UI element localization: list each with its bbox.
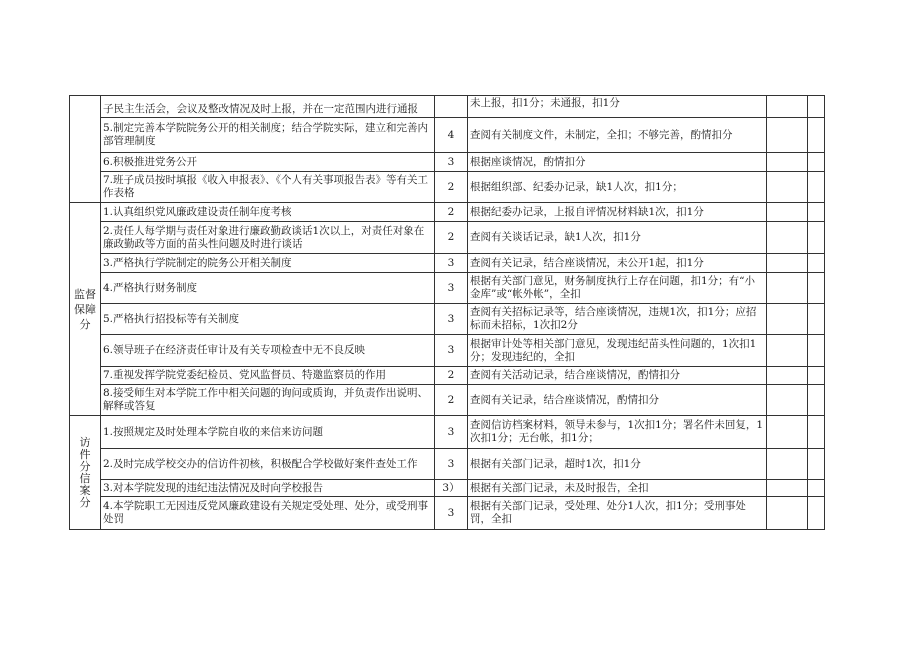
blank-cell [808, 449, 825, 480]
item-cell: 7.重视发挥学院党委纪检员、党风监督员、特邀监察员的作用 [101, 367, 435, 385]
blank-cell [767, 385, 808, 416]
blank-cell [767, 416, 808, 449]
score-cell: 3 [435, 304, 468, 335]
score-cell: 3） [435, 480, 468, 497]
blank-cell [767, 335, 808, 367]
table-row [70, 118, 825, 153]
score-cell [435, 96, 468, 118]
table-row [70, 385, 825, 416]
criteria-cell: 根据有关部门记录，超时1次，扣1分 [468, 449, 767, 480]
score-cell: 3 [435, 153, 468, 172]
category-cell-vertical [70, 416, 101, 530]
score-cell: 2 [435, 172, 468, 203]
blank-cell [808, 222, 825, 254]
table-row [70, 335, 825, 367]
table-row [70, 480, 825, 497]
table-row [70, 304, 825, 335]
table-row [70, 222, 825, 254]
blank-cell [808, 335, 825, 367]
blank-cell [767, 273, 808, 304]
criteria-cell: 根据纪委办记录，上报自评情况材料缺1次，扣1分 [468, 203, 767, 222]
blank-cell [767, 96, 808, 118]
item-cell: 6.积极推进党务公开 [101, 153, 435, 172]
blank-cell [808, 497, 825, 530]
blank-cell [808, 385, 825, 416]
blank-cell [808, 273, 825, 304]
table-row [70, 416, 825, 449]
criteria-cell: 查阅有关活动记录，结合座谈情况，酌情扣分 [468, 367, 767, 385]
blank-cell [767, 449, 808, 480]
score-cell: 3 [435, 497, 468, 530]
category-vertical-text: 访件分信案分 [79, 435, 91, 509]
item-cell: 1.认真组织党风廉政建设责任制年度考核 [101, 203, 435, 222]
item-cell: 6.领导班子在经济责任审计及有关专项检查中无不良反映 [101, 335, 435, 367]
table-row [70, 367, 825, 385]
item-cell: 8.接受师生对本学院工作中相关问题的询问或质询，并负责作出说明、解释或答复 [101, 385, 435, 416]
table-row [70, 203, 825, 222]
criteria-cell: 查阅有关制度文件，未制定，全扣；不够完善，酌情扣分 [468, 118, 767, 153]
score-cell: 2 [435, 385, 468, 416]
item-cell: 子民主生活会，会议及整改情况及时上报，并在一定范围内进行通报 [101, 96, 435, 118]
criteria-cell: 根据组织部、纪委办记录，缺1人次，扣1分； [468, 172, 767, 203]
score-cell: 3 [435, 273, 468, 304]
score-cell: 2 [435, 222, 468, 254]
blank-cell [808, 304, 825, 335]
criteria-cell: 根据座谈情况，酌情扣分 [468, 153, 767, 172]
item-cell: 4.严格执行财务制度 [101, 273, 435, 304]
criteria-cell: 查阅有关记录，结合座谈情况，未公开1起，扣1分 [468, 254, 767, 273]
score-cell: 3 [435, 254, 468, 273]
table-row [70, 254, 825, 273]
blank-cell [808, 480, 825, 497]
criteria-cell: 查阅信访档案材料，领导未参与，1次扣1分；署名件未回复，1次扣1分；无台帐，扣1分； [468, 416, 767, 449]
table-row [70, 497, 825, 530]
category-cell: 监督保障分 [70, 203, 101, 416]
evaluation-table [69, 95, 825, 530]
score-cell: 3 [435, 335, 468, 367]
table-row [70, 96, 825, 118]
blank-cell [808, 203, 825, 222]
item-cell: 2.责任人每学期与责任对象进行廉政勤政谈话1次以上，对责任对象在廉政勤政等方面的苗头性问题及时进行谈话 [101, 222, 435, 254]
blank-cell [808, 153, 825, 172]
score-cell: 2 [435, 203, 468, 222]
blank-cell [767, 367, 808, 385]
score-cell: 3 [435, 416, 468, 449]
table-row [70, 172, 825, 203]
blank-cell [767, 222, 808, 254]
criteria-cell: 根据有关部门意见，财务制度执行上存在问题，扣1分；有“小金库”或“帐外帐”，全扣 [468, 273, 767, 304]
blank-cell [808, 254, 825, 273]
blank-cell [808, 118, 825, 153]
criteria-cell: 根据审计处等相关部门意见，发现违纪苗头性问题的，1次扣1分；发现违纪的，全扣 [468, 335, 767, 367]
score-cell: 4 [435, 118, 468, 153]
item-cell: 3.对本学院发现的违纪违法情况及时向学校报告 [101, 480, 435, 497]
blank-cell [767, 497, 808, 530]
blank-cell [767, 480, 808, 497]
item-cell: 5.制定完善本学院院务公开的相关制度；结合学院实际，建立和完善内部管理制度 [101, 118, 435, 153]
criteria-cell: 查阅有关谈话记录，缺1人次，扣1分 [468, 222, 767, 254]
item-cell: 2.及时完成学校交办的信访件初核，积极配合学校做好案件查处工作 [101, 449, 435, 480]
table-row [70, 273, 825, 304]
criteria-cell: 查阅有关记录，结合座谈情况，酌情扣分 [468, 385, 767, 416]
criteria-cell: 根据有关部门记录，未及时报告，全扣 [468, 480, 767, 497]
score-cell: 2 [435, 367, 468, 385]
score-cell: 3 [435, 449, 468, 480]
blank-cell [767, 304, 808, 335]
item-cell: 7.班子成员按时填报《收入申报表》、《个人有关事项报告表》等有关工作表格 [101, 172, 435, 203]
blank-cell [808, 416, 825, 449]
item-cell: 1.按照规定及时处理本学院自收的来信来访问题 [101, 416, 435, 449]
blank-cell [808, 96, 825, 118]
criteria-cell: 查阅有关招标记录等，结合座谈情况，违规1次，扣1分；应招标而未招标，1次扣2分 [468, 304, 767, 335]
blank-cell [808, 367, 825, 385]
blank-cell [767, 153, 808, 172]
criteria-cell: 未上报，扣1分；未通报，扣1分 [468, 96, 767, 118]
item-cell: 4.本学院职工无因违反党风廉政建设有关规定受处理、处分，或受刑事处罚 [101, 497, 435, 530]
blank-cell [808, 172, 825, 203]
item-cell: 3.严格执行学院制定的院务公开相关制度 [101, 254, 435, 273]
table-row [70, 153, 825, 172]
blank-cell [767, 254, 808, 273]
blank-cell [767, 172, 808, 203]
criteria-cell: 根据有关部门记录，受处理、处分1人次，扣1分；受刑事处罚，全扣 [468, 497, 767, 530]
item-cell: 5.严格执行招投标等有关制度 [101, 304, 435, 335]
blank-cell [767, 203, 808, 222]
table-row [70, 449, 825, 480]
blank-cell [767, 118, 808, 153]
category-cell [70, 96, 101, 203]
